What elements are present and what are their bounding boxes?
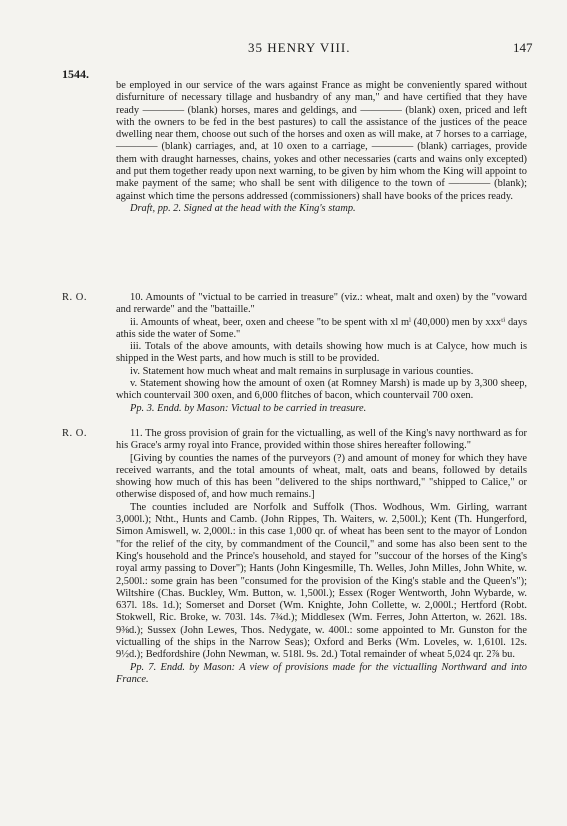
entry-10 <box>116 292 527 415</box>
entry-endorsement: Draft, pp. 2. Signed at the head with the King's stamp. <box>130 202 356 214</box>
running-title: 35 HENRY VIII. <box>248 40 351 55</box>
entry-source-ro: R. O. <box>62 428 87 439</box>
entry-endorsement: Pp. 7. Endd. by Mason: A view of provisions made for the victualling Northward and into France. <box>116 661 527 685</box>
entry-paragraph: ii. Amounts of wheat, beer, oxen and cheese "to be spent with xl mˡ (40,000) men by xxxᵗⁱ days athis side the water of Some." <box>116 316 527 340</box>
page-number: 147 <box>513 40 533 55</box>
entry-paragraph: 11. The gross provision of grain for the victualling, as well of the King's navy northward as for his Grace's army royal into France, provided within those shires hereafter following." <box>116 428 527 452</box>
entry-paragraph: [Giving by counties the names of the purveyors (?) and amount of money for which they have received warrants, and the total amounts of wheat, malt, oats and beans, followed by details showing how much of this has been "delivered to the ships northward," "shipped to Calice," or otherwise disposed of, and how much remains.] <box>116 452 527 501</box>
entry-source-ro: R. O. <box>62 292 87 303</box>
entry-paragraph: iii. Totals of the above amounts, with details showing how much is at Calyce, how much is shipped in the West parts, and how much is still to be provided. <box>116 341 527 365</box>
entry-paragraph: v. Statement showing how the amount of oxen (at Romney Marsh) is made up by 3,300 sheep, which countervail 300 oxen, and 6,000 flitches of bacon, which countervail 700 oxen. <box>116 378 527 402</box>
entry-paragraph: be employed in our service of the wars against France as might be conveniently spared without disfurniture of necessary tillage and husbandry of any man," and have certified that they have ready ———— (blank) horses, mares and geldings, and ———— (blank) oxen, priced and left with the owners to be fed in the best pastures) to call the assistance of the justices of the peace dwelling near them, choose out such of the horses and oxen as will make, at 7 horses to a carriage, ———— (blank) carriages, and, at 10 oxen to a carriage, ———— (blank) carriages, provide them with draught harnesses, chains, yokes and other necessaries (carts and wains only excepted) and put them together ready upon next warning, to be given by him whom the King will appoint to make payment of the same; who shall be sent with diligence to the town of ———— (blank); against which time the persons addressed (commissioners) shall have books of the prices ready. <box>116 80 527 202</box>
entry-endorsement: Pp. 3. Endd. by Mason: Victual to be carried in treasure. <box>130 402 367 414</box>
entry-continuation <box>116 80 527 215</box>
entry-11 <box>116 428 527 686</box>
entry-paragraph: iv. Statement how much wheat and malt remains in surplusage in various counties. <box>130 365 474 377</box>
running-head <box>0 40 567 58</box>
year-label: 1544. <box>62 67 89 81</box>
entry-paragraph: The counties included are Norfolk and Suffolk (Thos. Wodhous, Wm. Girling, warrant 3,000l.); Ntht., Hunts and Camb. (John Rippes, Th. Waiters, w. 2,500l.); Kent (Th. Hungerford, Simon Amiswell, w. 2,000l.: in this case 1,000 qr. of wheat has been sent to the mayor of London "for the relief of the city, by commandment of the Council," and some has also been sent to the King's household and the Prince's household, and stayed for "succour of the horses of the King's royal army passing to Dover"); Hants (John Kingesmille, Th. Welles, John Milles, John White, w. 2,500l.: some grain has been "consumed for the provision of the King's stable and the Queen's"); Wiltshire (Chas. Buckley, Wm. Button, w. 1,500l.); Essex (Roger Wentworth, John Wybarde, w. 637l. 18s. 1d.); Somerset and Dorset (Wm. Knighte, John Collette, w. 2,000l.; Hertford (Robt. Stokwell, Ric. Broke, w. 703l. 14s. 7¾d.); Middlesex (Wm. Ferres, John Atterton, w. 262l. 18s. 9⅜d.); Sussex (John Lewes, Thos. Nedygate, w. 400l.: some appointed to Mr. Gunston for the victualling of the ships in the Narrow Seas); Oxford and Berks (Wm. Loveles, w. 1,610l. 12s. 9½d.); Bedfordshire (John Newman, w. 518l. 9s. 2d.) Total remainder of wheat 5,024 qr. 2⅞ bu. <box>116 501 527 661</box>
entry-paragraph: 10. Amounts of "victual to be carried in treasure" (viz.: wheat, malt and oxen) by the "voward and rerwarde" and the "battaille." <box>116 292 527 316</box>
